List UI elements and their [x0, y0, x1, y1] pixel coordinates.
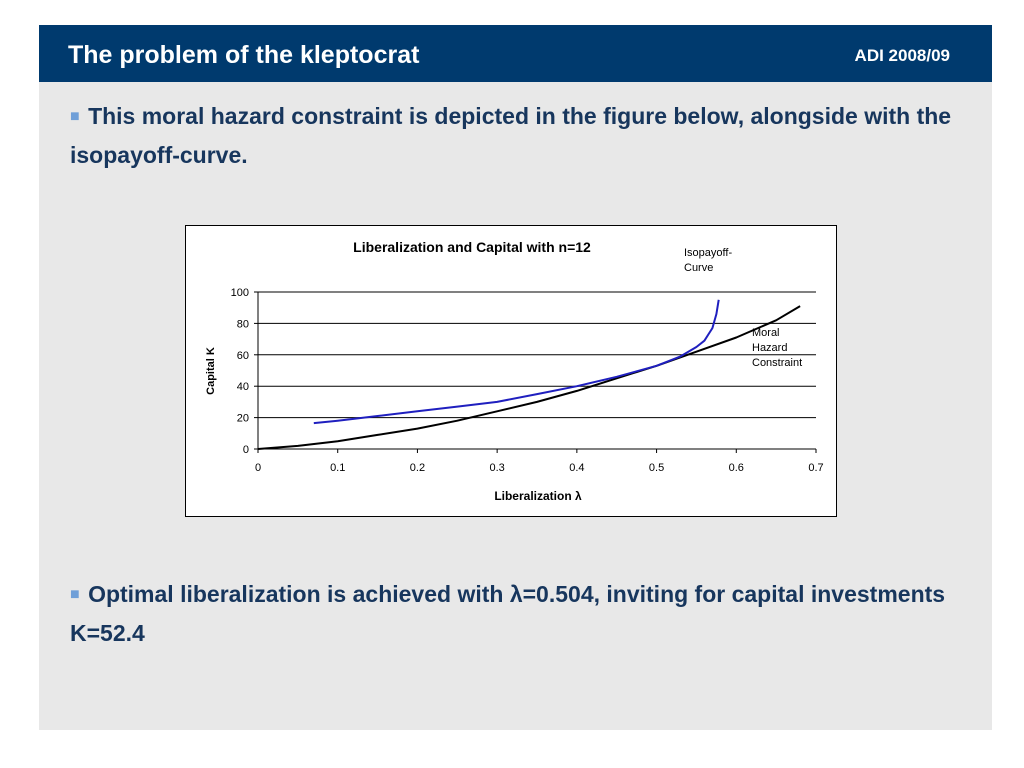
bullet-1 [70, 97, 970, 174]
chart-svg [186, 226, 836, 516]
bullet-square-icon: ■ [70, 108, 80, 125]
bullet-square-icon: ■ [70, 586, 80, 603]
x-tick-label: 0.2 [409, 462, 426, 474]
x-tick-label: 0 [254, 462, 262, 474]
chart-title: Liberalization and Capital with n=12 [353, 239, 591, 255]
moral-hazard-label-line: Moral [752, 327, 780, 339]
moral-hazard-constraint-line [258, 306, 803, 449]
x-tick-label: 0.4 [569, 462, 585, 474]
x-tick-label: 0.5 [648, 462, 665, 474]
y-tick-label: 100 [230, 287, 249, 299]
y-tick-label: 80 [236, 318, 249, 331]
y-tick-label: 60 [236, 349, 249, 362]
isopayoff-curve-line [314, 300, 719, 423]
isopayoff-curve-label-line: Curve [684, 262, 714, 274]
bullet-2 [70, 575, 950, 652]
slide [39, 25, 992, 730]
y-tick-label: 20 [236, 412, 249, 425]
y-tick-label: 0 [242, 444, 249, 456]
y-tick-label: 40 [236, 381, 249, 394]
bullet-2-text: Optimal liberalization is achieved with λ=0.504, inviting for capital investments K=52.4 [70, 581, 946, 646]
header-bar [39, 25, 992, 82]
x-tick-label: 0.7 [808, 462, 824, 474]
x-tick-label: 0.3 [489, 462, 505, 474]
y-axis-label: Capital K [205, 347, 217, 395]
x-tick-label: 0.6 [728, 462, 744, 474]
moral-hazard-label-line: Constraint [752, 357, 803, 369]
x-tick-label: 0.1 [330, 462, 346, 474]
bullet-1-text: This moral hazard constraint is depicted in the figure below, alongside with the isopayoff-curve. [70, 103, 952, 168]
chart-box [185, 225, 837, 517]
x-axis-label: Liberalization λ [494, 489, 582, 503]
slide-title: The problem of the kleptocrat [68, 41, 420, 69]
moral-hazard-label-line: Hazard [752, 342, 788, 354]
course-label: ADI 2008/09 [854, 46, 950, 65]
isopayoff-curve-label-line: Isopayoff- [684, 247, 733, 259]
